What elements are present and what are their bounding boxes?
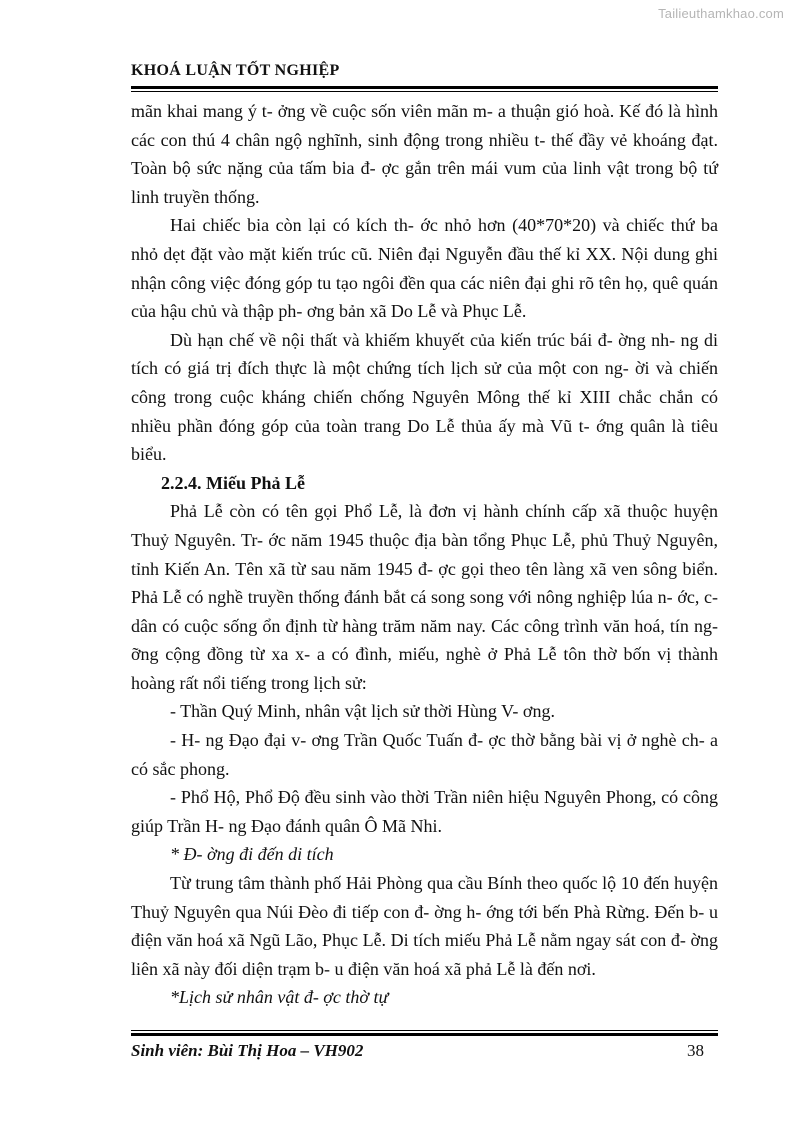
footer-divider bbox=[131, 1030, 718, 1036]
document-body bbox=[131, 97, 718, 1012]
list-item: - Thần Quý Minh, nhân vật lịch sử thời Hùng V- ơng. bbox=[170, 701, 555, 722]
header-divider bbox=[131, 86, 718, 92]
paragraph: Dù hạn chế về nội thất và khiếm khuyết của kiến trúc bái đ- ờng nh- ng di tích có giá trị đích thực là một chứng tích lịch sử của một con ng- ời và chiến công trong cuộc kháng chiến chống Nguyên Mông thế kỉ XIII chắc chắn có nhiều phần đóng góp của toàn trang Do Lễ thủa ấy mà Vũ t- ớng quân là tiêu biểu. bbox=[131, 329, 718, 465]
paragraph: mãn khai mang ý t- ởng về cuộc sốn viên mãn m- a thuận gió hoà. Kế đó là hình các con thú 4 chân ngộ nghĩnh, sinh động trong nhiều t- thế đầy vẻ khoáng đạt. Toàn bộ sức nặng của tấm bia đ- ợc gắn trên mái vum của linh vật trong bộ tứ linh truyền thống. bbox=[131, 101, 718, 207]
section-heading: 2.2.4. Miếu Phả Lễ bbox=[161, 472, 305, 493]
list-item: - H- ng Đạo đại v- ơng Trần Quốc Tuấn đ- ợc thờ bằng bài vị ở nghè ch- a có sắc phong. bbox=[131, 730, 718, 779]
paragraph: Phả Lễ còn có tên gọi Phổ Lễ, là đơn vị hành chính cấp xã thuộc huyện Thuỷ Nguyên. Tr- ớc năm 1945 thuộc địa bàn tổng Phục Lễ, phủ Thuỷ Nguyên, tỉnh Kiến An. Tên xã từ sau năm 1945 đ- ợc gọi theo tên làng xã ven sông biển. Phả Lễ có nghề truyền thống đánh bắt cá song song với nông nghiệp lúa n- ớc, c- dân có cuộc sống ổn định từ hàng trăm năm nay. Các công trình văn hoá, tín ng- ỡng cộng đồng từ xa x- a có đình, miếu, nghè ở Phả Lễ tôn thờ bốn vị thành hoàng rất nổi tiếng trong lịch sử: bbox=[131, 501, 718, 693]
subheading: *Lịch sử nhân vật đ- ợc thờ tự bbox=[170, 987, 389, 1008]
footer-student: Sinh viên: Bùi Thị Hoa – VH902 bbox=[131, 1041, 364, 1060]
page-header-title: KHOÁ LUẬN TỐT NGHIỆP bbox=[131, 62, 340, 79]
page-number: 38 bbox=[687, 1041, 704, 1060]
paragraph: Từ trung tâm thành phố Hải Phòng qua cầu Bính theo quốc lộ 10 đến huyện Thuỷ Nguyên qua Núi Đèo đi tiếp con đ- ờng h- ớng tới bến Phà Rừng. Đến b- u điện văn hoá xã Ngũ Lão, Phục Lễ. Di tích miếu Phả Lễ nằm ngay sát con đ- ờng liên xã này đối diện trạm b- u điện văn hoá xã phả Lễ là đến nơi. bbox=[131, 873, 718, 979]
list-item: - Phổ Hộ, Phổ Độ đều sinh vào thời Trần niên hiệu Nguyên Phong, có công giúp Trần H- ng Đạo đánh quân Ô Mã Nhi. bbox=[131, 787, 718, 836]
subheading: * Đ- ờng đi đến di tích bbox=[170, 844, 334, 865]
paragraph: Hai chiếc bia còn lại có kích th- ớc nhỏ hơn (40*70*20) và chiếc thứ ba nhỏ dẹt đặt vào mặt kiến trúc cũ. Niên đại Nguyễn đầu thế kỉ XX. Nội dung ghi nhận công việc đóng góp tu tạo ngôi đền qua các niên đại ghi rõ tên họ, quê quán của hậu chủ và thập ph- ơng bản xã Do Lễ và Phục Lễ. bbox=[131, 215, 718, 322]
watermark: Tailieuthamkhao.com bbox=[658, 6, 784, 21]
